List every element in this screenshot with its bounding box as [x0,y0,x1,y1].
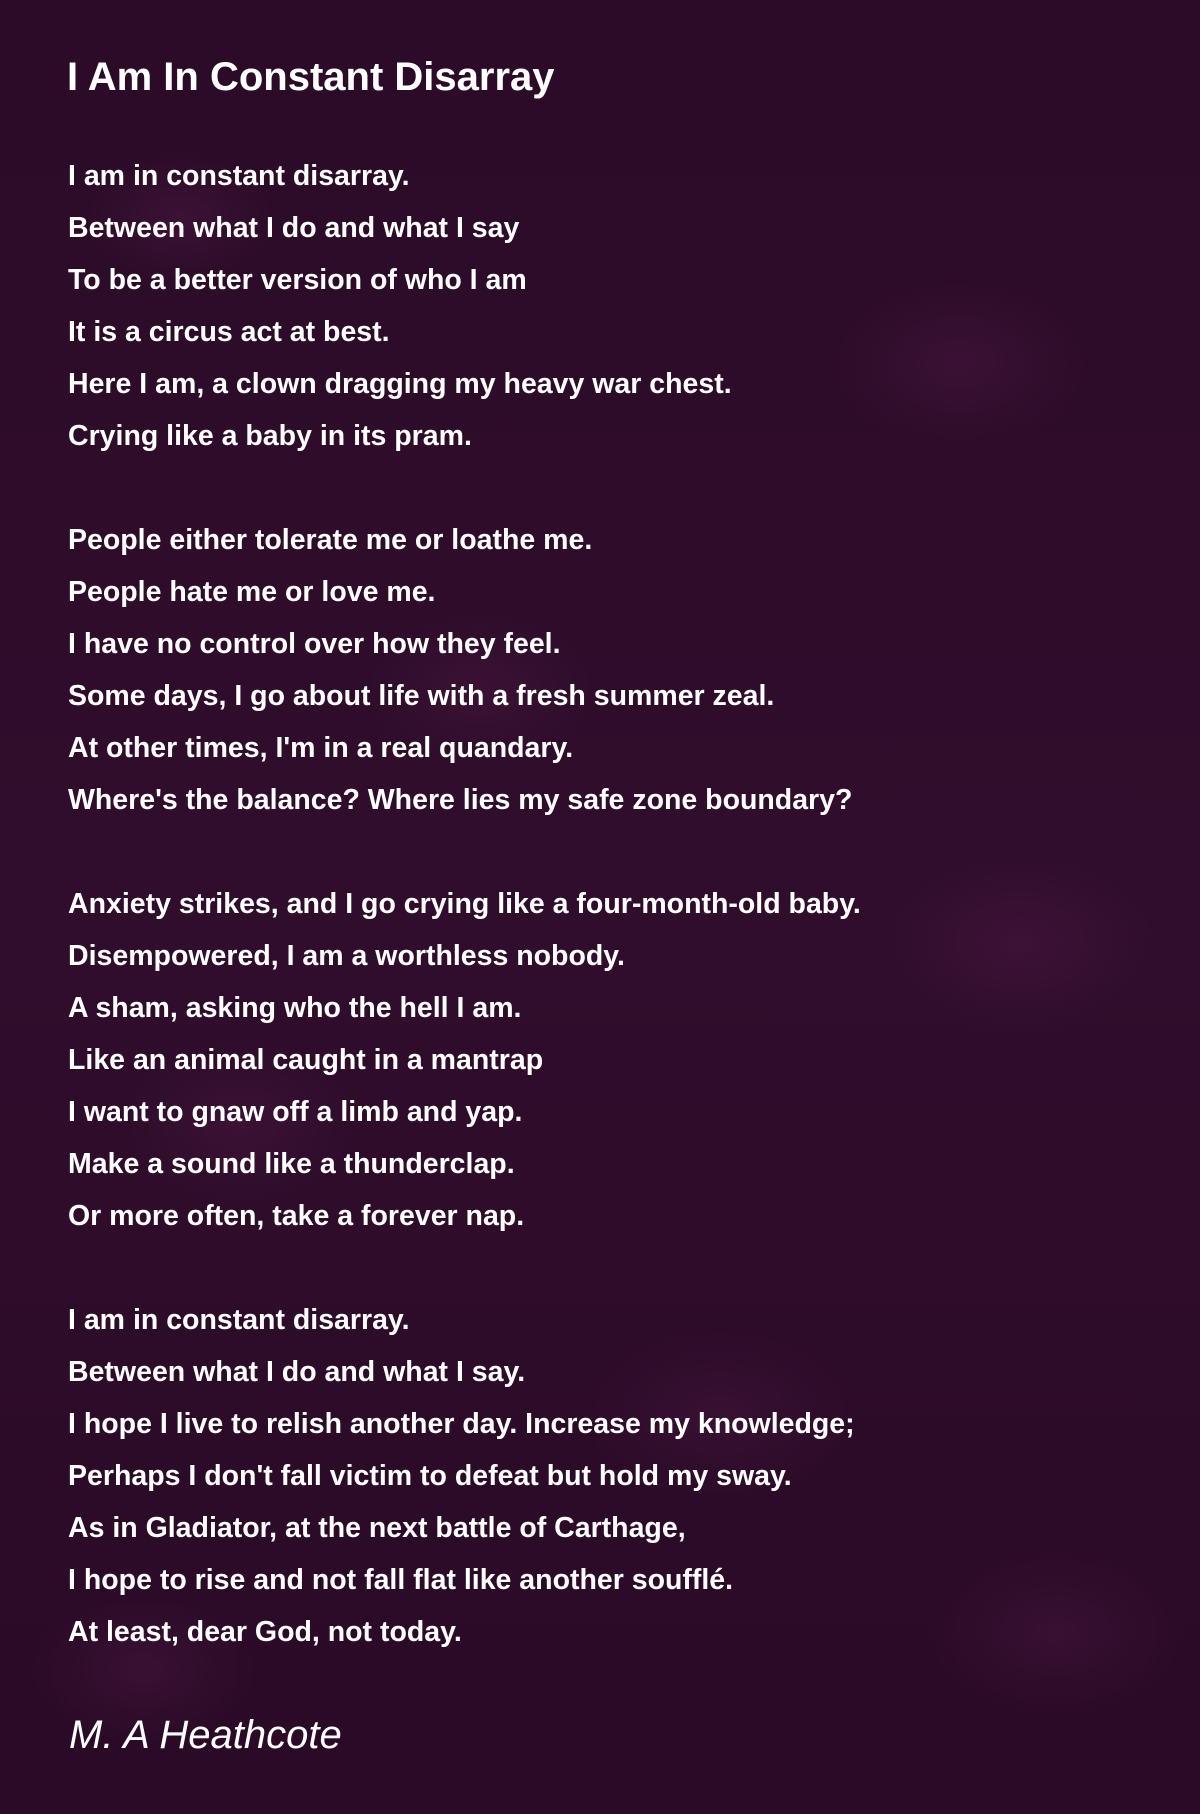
poem-line: I am in constant disarray. [68,160,410,192]
poem-line: Some days, I go about life with a fresh summer zeal. [68,680,775,712]
poem-line: Anxiety strikes, and I go crying like a four-month-old baby. [68,888,861,920]
poem-line: Like an animal caught in a mantrap [68,1044,544,1076]
poem-line: It is a circus act at best. [68,316,390,348]
poem-line: I want to gnaw off a limb and yap. [68,1096,523,1128]
poem-line: I am in constant disarray. [68,1304,410,1336]
poem-title: I Am In Constant Disarray [67,55,555,99]
stanza-3 [68,878,1168,1242]
stanza-1 [68,150,1168,462]
poem-line: Between what I do and what I say [68,212,520,244]
poem-line: I hope I live to relish another day. Increase my knowledge; [68,1408,855,1440]
poem-line: At other times, I'm in a real quandary. [68,732,574,764]
poem-line: Make a sound like a thunderclap. [68,1148,515,1180]
poem-line: Crying like a baby in its pram. [68,420,472,452]
stanza-2 [68,514,1168,826]
poem-author: M. A Heathcote [69,1713,342,1757]
poem-line: People hate me or love me. [68,576,436,608]
poem-line: To be a better version of who I am [68,264,527,296]
poem-line: As in Gladiator, at the next battle of Carthage, [68,1512,686,1544]
poem-line: Here I am, a clown dragging my heavy war chest. [68,368,732,400]
poem-line: I have no control over how they feel. [68,628,561,660]
poem-line: Or more often, take a forever nap. [68,1200,525,1232]
poem-line: Where's the balance? Where lies my safe zone boundary? [68,784,853,816]
poem-line: I hope to rise and not fall flat like another soufflé. [68,1564,734,1596]
poem-line: Between what I do and what I say. [68,1356,526,1388]
poem-line: People either tolerate me or loathe me. [68,524,593,556]
poem-line: At least, dear God, not today. [68,1616,462,1648]
poem-line: A sham, asking who the hell I am. [68,992,522,1024]
poem-body [68,150,1168,1710]
poem-line: Disempowered, I am a worthless nobody. [68,940,625,972]
stanza-4 [68,1294,1168,1658]
poem-line: Perhaps I don't fall victim to defeat but hold my sway. [68,1460,792,1492]
